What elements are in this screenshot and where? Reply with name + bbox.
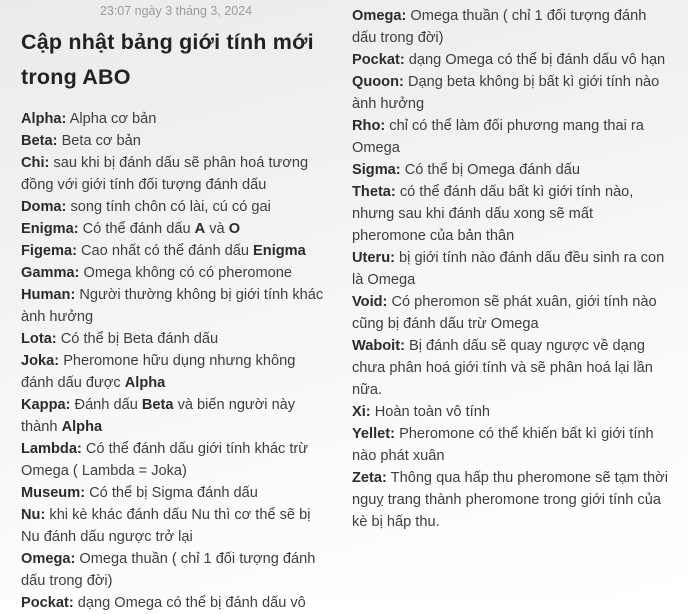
definition-text: Beta cơ bản: [61, 133, 141, 149]
definition-text: có thể đánh dấu bất kì giới tính nào, nhưng sau khi đánh dấu xong sẽ mất pheromone của bản thân: [352, 184, 634, 244]
term-name: Alpha:: [21, 111, 67, 127]
term-name: Omega:: [21, 551, 76, 567]
definition-text: bị giới tính nào đánh dấu đều sinh ra con là Omega: [352, 250, 665, 288]
definition-text: Đánh dấu: [74, 397, 142, 413]
term-name: Uteru:: [352, 250, 395, 266]
term-name: Joka:: [21, 353, 60, 369]
term-name: Beta:: [21, 133, 58, 149]
term-entry: [352, 335, 668, 401]
term-entry: [352, 247, 668, 291]
definition-text: Có thể bị Omega đánh dấu: [404, 162, 580, 178]
term-entry: [352, 181, 668, 247]
term-name: Quoon:: [352, 74, 404, 90]
definition-text: Có thể bị Sigma đánh dấu: [89, 485, 258, 501]
term-name: Doma:: [21, 199, 67, 215]
post-timestamp: 23:07 ngày 3 tháng 3, 2024: [99, 4, 253, 18]
definition-text: dạng Omega có thể bị đánh dấu vô hạn: [408, 52, 666, 68]
term-entry: [21, 240, 331, 262]
definition-text: Pheromone có thể khiến bất kì giới tính nào phát xuân: [352, 426, 654, 464]
term-entry: [352, 423, 668, 467]
term-entry: [21, 328, 331, 350]
definition-text: khi kè khác đánh dấu Nu thì cơ thể sẽ bị Nu đánh dấu ngược trở lại: [21, 507, 311, 545]
term-entry: [352, 5, 668, 49]
term-name: Omega:: [352, 8, 407, 24]
term-name: Zeta:: [352, 470, 387, 486]
definition-text: Bị đánh dấu sẽ quay ngược về dạng chưa phân hoá giới tính và sẽ phân hoá lại lần nữa.: [352, 338, 653, 398]
term-entry: [21, 262, 331, 284]
definition-text: Pheromone hữu dụng nhưng không đánh dấu được: [21, 353, 296, 391]
term-entry: [352, 71, 668, 115]
definition-text: Omega không có có pheromone: [83, 265, 292, 281]
definition-emphasis: Alpha: [124, 375, 166, 391]
term-entry: [352, 115, 668, 159]
definition-text: và: [205, 221, 229, 237]
term-name: Human:: [21, 287, 76, 303]
definition-text: Alpha cơ bản: [69, 111, 157, 127]
term-name: Yellet:: [352, 426, 395, 442]
term-name: Gamma:: [21, 265, 80, 281]
definition-text: Có thể bị Beta đánh dấu: [60, 331, 219, 347]
term-name: Void:: [352, 294, 388, 310]
page-title: Cập nhật bảng giới tính mới trong ABO: [21, 30, 314, 89]
term-name: Museum:: [21, 485, 86, 501]
term-name: Pockat:: [352, 52, 405, 68]
definition-text: Người thường không bị giới tính khác ành hưởng: [21, 287, 324, 325]
definition-text: Omega thuần ( chỉ 1 đối tượng đánh dấu trong đời): [21, 551, 316, 589]
term-entry: [21, 548, 331, 592]
term-entry: [21, 152, 331, 196]
term-name: Xi:: [352, 404, 371, 420]
term-entry: [21, 482, 331, 504]
term-name: Kappa:: [21, 397, 71, 413]
term-entry: [21, 108, 331, 130]
definition-text: Dạng beta không bị bất kì giới tính nào ành hưởng: [352, 74, 660, 112]
term-name: Lota:: [21, 331, 57, 347]
term-entry: [352, 49, 668, 71]
definition-text: Có pheromon sẽ phát xuân, giới tính nào cũng bị đánh dấu trừ Omega: [352, 294, 657, 332]
term-entry: [352, 291, 668, 335]
term-entry: [21, 350, 331, 394]
definition-text: Có thể đánh dấu: [82, 221, 195, 237]
definition-emphasis: Enigma: [253, 243, 306, 259]
definition-text: và biến người này thành: [21, 397, 296, 435]
term-entry: [21, 284, 331, 328]
definition-text: Cao nhất có thể đánh dấu: [81, 243, 254, 259]
column-left: [21, 0, 331, 611]
term-name: Waboit:: [352, 338, 405, 354]
definition-text: dạng Omega có thể bị đánh dấu vô: [77, 595, 306, 611]
glossary-list-right: [352, 5, 668, 533]
term-name: Enigma:: [21, 221, 79, 237]
definition-text: Hoàn toàn vô tính: [374, 404, 490, 420]
term-name: Theta:: [352, 184, 396, 200]
term-name: Rho:: [352, 118, 386, 134]
term-entry: [352, 467, 668, 533]
definition-text: chỉ có thể làm đối phương mang thai ra Omega: [352, 118, 644, 156]
term-entry: [21, 438, 331, 482]
definition-text: sau khi bị đánh dấu sẽ phân hoá tương đồng với giới tính đối tượng đánh dấu: [21, 155, 309, 193]
definition-emphasis: Alpha: [61, 419, 103, 435]
term-name: Nu:: [21, 507, 46, 523]
term-entry: [21, 592, 331, 614]
definition-text: Có thể đánh dấu giới tính khác trừ Omega ( Lambda = Joka): [21, 441, 309, 479]
term-name: Sigma:: [352, 162, 401, 178]
term-name: Figema:: [21, 243, 77, 259]
definition-text: Thông qua hấp thu pheromone sẽ tạm thời nguỵ trang thành pheromone trong giới tính của kè bị hấp thu.: [352, 470, 668, 530]
term-entry: [21, 394, 331, 438]
definition-emphasis: O: [228, 221, 241, 237]
column-right: [352, 0, 668, 600]
definition-emphasis: A: [194, 221, 206, 237]
term-name: Pockat:: [21, 595, 74, 611]
definition-text: Omega thuần ( chỉ 1 đối tượng đánh dấu trong đời): [352, 8, 647, 46]
term-entry: [21, 196, 331, 218]
term-name: Chi:: [21, 155, 50, 171]
definition-text: song tính chôn có lài, cú có gai: [70, 199, 271, 215]
term-entry: [352, 401, 668, 423]
term-entry: [21, 218, 331, 240]
term-entry: [21, 130, 331, 152]
definition-emphasis: Beta: [141, 397, 174, 413]
term-entry: [21, 504, 331, 548]
term-name: Lambda:: [21, 441, 82, 457]
glossary-list-left: [21, 108, 331, 614]
term-entry: [352, 159, 668, 181]
